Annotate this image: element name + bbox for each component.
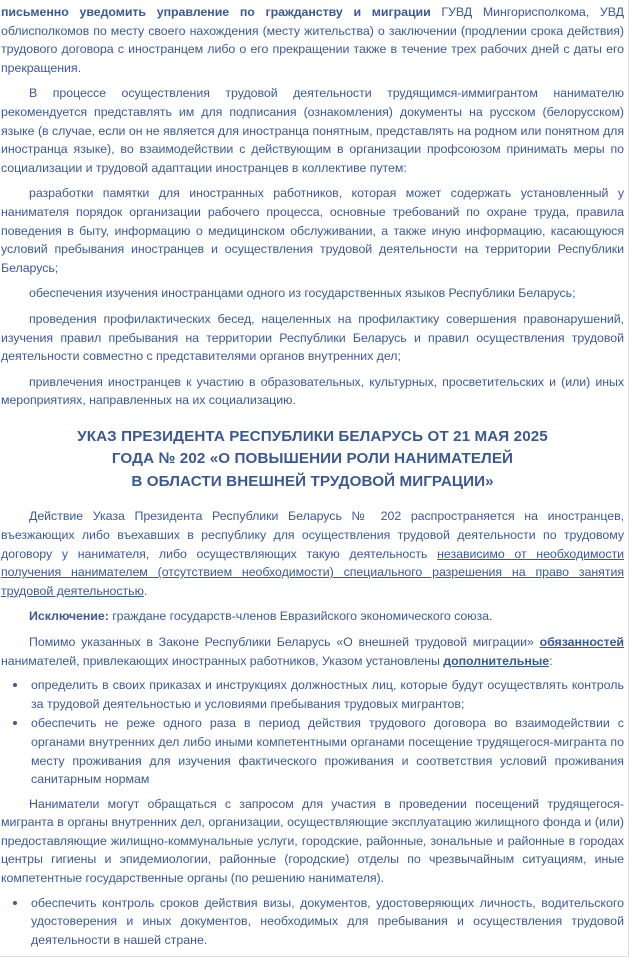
run-exception-text: граждане государств-членов Евразийского экономического союза. (108, 609, 493, 624)
list-item-text: обеспечить не реже одного раза в период действия трудового договора во взаимодействии с органами внутренних дел либо иными компетентными органами посещение трудящегося-мигранта по месту проживания для изучения фактического проживания и соответствия условий проживания санитарным нормам (31, 716, 624, 787)
paragraph-exception (1, 607, 624, 626)
paragraph-additional-duties (1, 633, 624, 670)
paragraph-employer-requests: Наниматели могут обращаться с запросом для участия в проведении посещений трудящегося-мигранта в органы внутренних дел, организации, осуществляющие эксплуатацию жилищного фонда и (или) предоставляющие жилищно-коммунальные услуги, городские, районные, зональные и районные в городах центры гигиены и эпидемиологии, районные (городские) отделы по чрезвычайным ситуациям, иные компетентные государственные органы (по решению нанимателя). (1, 796, 624, 886)
run-decree-scope-normal: Действие Указа Президента Республики Беларусь № 202 распространяется на иностранцев, въезжающих либо въехавших в республику для осуществления трудовой деятельности по трудовому договору у нанимателя, либо осуществляющих такую деятельность (1, 509, 624, 561)
bullet-dot-icon (13, 721, 17, 725)
paragraph-preventive-talks: проведения профилактических бесед, нацеленных на профилактику совершения правонарушений, изучения правил пребывания на территории Республики Беларусь и правил осуществления трудовой деятельности совместно с представителями органов внутренних дел; (1, 311, 624, 364)
run-normal-notify: ГУВД Мингорисполкома, УВД облисполкомов по месту своего нахождения (месту жительства) о заключении (продлении срока действия) трудового договора с иностранцем либо о его прекращении также в течение трех рабочих дней с даты его прекращения. (1, 5, 624, 75)
decree-heading-line-1: УКАЗ ПРЕЗИДЕНТА РЕСПУБЛИКИ БЕЛАРУСЬ ОТ 21 МАЯ 2025 (77, 427, 548, 445)
paragraph-memo-development: разработки памятки для иностранных работников, которая может содержать установленный у нанимателя порядок организации рабочего процесса, основные требований по охране труда, правила поведения в быту, информацию о медицинском обслуживании, а также иную информацию, касающуюся условий пребывания иностранцев и осуществления трудовой деятельности на территории Республики Беларусь; (1, 186, 624, 275)
bullet-list-duties-second (1, 894, 624, 950)
decree-heading (1, 426, 624, 494)
paragraph-cultural-events: привлечения иностранцев к участию в образовательных, культурных, просветительских и (или) иных мероприятиях, направленных на их социализацию. (1, 374, 624, 408)
run-duties-mid: нанимателей, привлекающих иностранных работников, Указом установлены (1, 653, 444, 668)
paragraph-notify-migration-office (1, 3, 624, 77)
run-decree-scope-underline: независимо от необходимости получения нанимателем (отсутствием необходимости) специального разрешения на право занятия трудовой деятельностью (1, 546, 624, 598)
list-item (1, 714, 624, 788)
decree-heading-line-2: ГОДА № 202 «О ПОВЫШЕНИИ РОЛИ НАНИМАТЕЛЕЙ (111, 450, 514, 468)
run-decree-scope-period: . (143, 583, 148, 598)
decree-heading-line-3: В ОБЛАСТИ ВНЕШНЕЙ ТРУДОВОЙ МИГРАЦИИ» (131, 472, 494, 490)
run-duties-intro: Помимо указанных в Законе Республики Беларусь «О внешней трудовой миграции» (29, 634, 540, 649)
paragraph-decree-scope (1, 507, 624, 600)
run-duties-obligations: обязанностей (539, 634, 624, 649)
run-bold-notify: письменно уведомить управление по гражданству и миграции (1, 5, 431, 19)
bullet-dot-icon (13, 901, 17, 905)
list-item-text: обеспечить контроль сроков действия визы, документов, удостоверяющих личность, водительского удостоверения и иных документов, необходимых для пребывания и осуществления трудовой деятельности в нашей стране. (31, 895, 624, 947)
bullet-dot-icon (13, 683, 17, 687)
paragraph-language-learning: обеспечения изучения иностранцами одного из государственных языков Республики Беларусь; (29, 286, 576, 301)
list-item (1, 676, 624, 713)
run-duties-additional: дополнительные (443, 653, 550, 668)
list-item (1, 894, 624, 950)
run-exception-label: Исключение: (29, 609, 109, 624)
bullet-list-duties-first (1, 676, 624, 789)
run-duties-colon: : (549, 653, 553, 668)
list-item-text: определить в своих приказах и инструкциях должностных лиц, которые будут осуществлять контроль за трудовой деятельностью и условиями пребывания трудовых мигрантов; (31, 678, 624, 711)
paragraph-employment-process: В процессе осуществления трудовой деятельности трудящимся-иммигрантом нанимателю рекомендуется представлять им для подписания (ознакомления) документы на русском (белорусском) языке (в случае, если он не является для иностранца понятным, представлять на родном или понятном для иностранца языке), во взаимодействии с действующим в организации профсоюзом принимать меры по социализации и трудовой адаптации иностранцев в коллективе путем: (1, 86, 624, 175)
